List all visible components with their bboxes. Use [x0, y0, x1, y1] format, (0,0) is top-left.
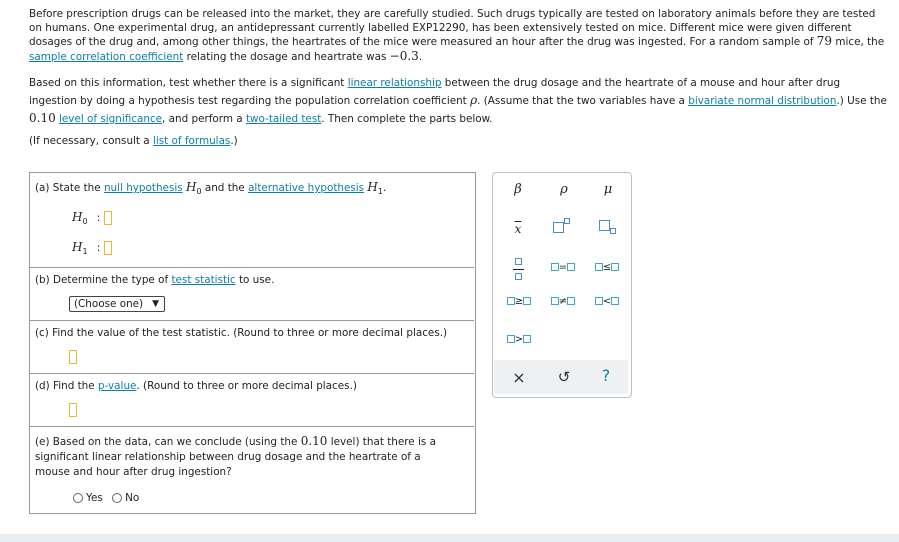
part-d-prompt: (d) Find the p-value. (Round to three or more decimal places.)	[35, 380, 357, 392]
link-alternative-hypothesis[interactable]: alternative hypothesis	[248, 182, 365, 194]
radio-yes[interactable]: Yes	[73, 492, 103, 504]
p-value-input[interactable]	[69, 403, 77, 417]
problem-instructions: Based on this information, test whether there is a significant linear relationship between the drug dosage and the heartrate of a mouse and hour after drug ingestion by doing a hypothesis test regarding the population correlation coefficient ρ. (Assume that the two variables have a bivariate normal distribution.) Use the 0.10 level of significance, and perform a two-tailed test. Then complete the parts below.	[29, 77, 887, 125]
not-equal-button[interactable]: ≠	[546, 296, 580, 307]
h0-label: H	[72, 210, 83, 224]
subscript-button[interactable]	[594, 220, 620, 234]
equals-button[interactable]: =	[546, 262, 580, 273]
link-level-of-significance[interactable]: level of significance	[59, 113, 163, 125]
dropdown-arrow-icon: ▼	[152, 299, 159, 309]
beta-button[interactable]: β	[514, 182, 522, 197]
radio-no[interactable]: No	[112, 492, 139, 504]
problem-intro: Before prescription drugs can be released into the market, they are carefully studied. Such drugs typically are tested on laboratory animals before they are tested on humans. One experimental drug, an antidepressant currently labelled EXP12290, has been extensively tested on mice. Different mice were given different dosages of the drug and, among other things, the heartrates of the mice were measured an hour after the drug was ingested. For a random sample of 79 mice, the sample correlation coefficient relating the dosage and heartrate was −0.3.	[29, 8, 885, 63]
link-linear-relationship[interactable]: linear relationship	[347, 77, 442, 89]
part-c-prompt: (c) Find the value of the test statistic. (Round to three or more decimal places.)	[35, 327, 448, 339]
h1-label: H	[72, 240, 83, 254]
bottom-bar	[0, 534, 899, 542]
h0-input[interactable]	[104, 211, 112, 225]
xbar-button[interactable]: $\overline{x}$	[514, 222, 522, 236]
divider-b	[29, 267, 474, 268]
h0-row: $H_0$ :	[72, 210, 112, 226]
divider-e	[29, 426, 474, 427]
r-value: −0.3	[389, 48, 419, 63]
link-bivariate-normal[interactable]: bivariate normal distribution	[688, 95, 837, 107]
undo-icon[interactable]: ↺	[557, 368, 571, 386]
test-statistic-select[interactable]: (Choose one) ▼	[69, 296, 165, 312]
help-icon[interactable]: ?	[601, 366, 611, 385]
mu-button[interactable]: μ	[603, 182, 613, 197]
formulas-note: (If necessary, consult a list of formulas.)	[29, 135, 238, 147]
less-than-button[interactable]: <	[590, 296, 624, 307]
divider-d	[29, 373, 474, 374]
link-p-value[interactable]: p-value	[97, 380, 137, 392]
yes-no-radio-group	[73, 492, 139, 504]
greater-equal-button[interactable]: ≥	[502, 296, 536, 307]
link-sample-correlation-coefficient[interactable]: sample correlation coefficient	[29, 50, 184, 63]
rho-symbol: ρ	[470, 93, 478, 107]
divider-c	[29, 320, 474, 321]
less-equal-button[interactable]: ≤	[590, 262, 624, 273]
link-two-tailed-test[interactable]: two-tailed test	[245, 113, 322, 125]
link-null-hypothesis[interactable]: null hypothesis	[103, 182, 183, 194]
part-a-prompt: (a) State the null hypothesis $H_0$ and the alternative hypothesis $H_1$.	[35, 180, 387, 197]
superscript-button[interactable]	[548, 222, 574, 236]
link-list-of-formulas[interactable]: list of formulas	[152, 135, 231, 147]
sample-size: 79	[816, 34, 833, 49]
h1-input[interactable]	[104, 241, 112, 255]
h1-row: $H_1$ :	[72, 240, 112, 256]
test-statistic-input[interactable]	[69, 350, 77, 364]
part-e-prompt: (e) Based on the data, can we conclude (using the 0.10 level) that there is a significant linear relationship between drug dosage and the heartrate of a mouse and hour after drug ingestion?	[35, 434, 436, 478]
clear-icon[interactable]: ×	[512, 368, 526, 387]
rho-button[interactable]: ρ	[560, 182, 568, 197]
greater-than-button[interactable]: >	[502, 334, 536, 345]
alpha-value: 0.10	[29, 111, 56, 125]
fraction-button[interactable]	[510, 256, 526, 283]
link-test-statistic[interactable]: test statistic	[171, 274, 236, 286]
part-b-prompt: (b) Determine the type of test statistic to use.	[35, 274, 275, 286]
